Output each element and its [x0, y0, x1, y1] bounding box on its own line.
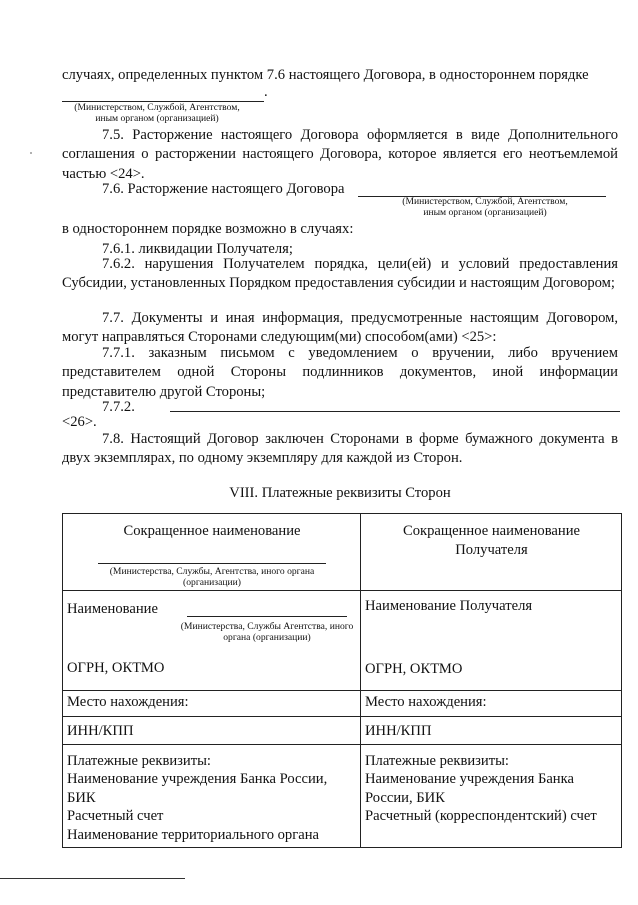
- paragraph-7-8: 7.8. Настоящий Договор заключен Сторонами в форме бумажного документа в двух экземплярах, по одному экземпляру для каждой из Сторон.: [62, 431, 618, 467]
- cell-line: Наименование учреждения Банка России, БИК: [365, 771, 574, 806]
- footnote-label-2: (Министерством, Службой, Агентством, иным органом (организацией): [402, 196, 568, 218]
- continuation-text: случаях, определенных пунктом 7.6 настоящего Договора, в одностороннем порядке: [62, 67, 589, 83]
- requisites-table: [62, 513, 622, 848]
- table-cell-right: [361, 514, 622, 591]
- table-cell-left: [63, 690, 361, 716]
- footnote-label-1: (Министерством, Службой, Агентством, иным органом (организацией): [74, 102, 240, 124]
- cell-extra: ОГРН, ОКТМО: [365, 661, 463, 678]
- cell-blank-line: [98, 563, 326, 564]
- cell-label: Наименование Получателя: [365, 597, 533, 614]
- table-row: [63, 716, 622, 744]
- table-cell-right: [361, 590, 622, 690]
- cell-label: ИНН/КПП: [67, 722, 134, 739]
- paragraph-7-6-1: 7.6.1. ликвидации Получателя;: [102, 241, 293, 257]
- table-cell-right: [361, 744, 622, 847]
- paragraph-7-5: 7.5. Расторжение настоящего Договора оформляется в виде Дополнительного соглашения о расторжении настоящего Договора, которое является его неотъемлемой частью <24>.: [62, 127, 618, 182]
- cell-label: Сокращенное наименование: [123, 523, 301, 539]
- cell-line: Расчетный счет: [67, 808, 164, 825]
- paragraph-7-6-text: 7.6. Расторжение настоящего Договора: [102, 181, 345, 197]
- table-row: [63, 590, 622, 690]
- table-cell-left: [63, 744, 361, 847]
- table-cell-right: [361, 690, 622, 716]
- cell-label: Сокращенное наименование Получателя: [402, 523, 581, 558]
- cell-line: Платежные реквизиты:: [67, 752, 211, 769]
- cell-label: Место нахождения:: [67, 693, 189, 710]
- paragraph-continuation: [62, 66, 618, 85]
- cell-note: (Министерства, Службы Агентства, иного органа (организации): [180, 621, 354, 644]
- table-cell-right: [361, 716, 622, 744]
- table-row: [63, 744, 622, 847]
- cell-line: Расчетный (корреспондентский) счет: [365, 808, 597, 825]
- table-cell-left: [63, 590, 361, 690]
- cell-label: Место нахождения:: [365, 693, 487, 710]
- paragraph-7-7: 7.7. Документы и иная информация, предусмотренные настоящим Договором, могут направляться Сторонами следующим(ми) способом(ами) <25>:: [62, 310, 618, 346]
- scan-dot: [30, 152, 32, 154]
- paragraph-7-6-cont: в одностороннем порядке возможно в случаях:: [62, 221, 354, 237]
- section-title: VIII. Платежные реквизиты Сторон: [229, 485, 451, 501]
- footnote-ref-26: <26>.: [62, 414, 97, 430]
- cell-line: Наименование учреждения Банка России, БИК: [67, 771, 328, 806]
- cell-note: (Министерства, Службы, Агентства, иного органа (организации): [109, 565, 315, 588]
- paragraph-7-7-1: 7.7.1. заказным письмом с уведомлением о вручении, либо вручением представителем одной Стороны подлинников документов, иной информации представителю другой Стороны;: [62, 345, 618, 400]
- cell-extra: ОГРН, ОКТМО: [67, 660, 165, 677]
- cell-blank-line: [187, 616, 347, 617]
- cell-line: Платежные реквизиты:: [365, 752, 509, 769]
- period: .: [264, 84, 268, 100]
- cell-label: Наименование: [67, 600, 158, 617]
- cell-label: ИНН/КПП: [365, 722, 432, 739]
- table-cell-left: [63, 716, 361, 744]
- paragraph-7-6-2: 7.6.2. нарушения Получателем порядка, цели(ей) и условий предоставления Субсидии, установленных Порядком предоставления субсидии и настоящим Договором;: [62, 256, 618, 292]
- table-row: [63, 514, 622, 591]
- blank-line-3: [170, 411, 620, 412]
- bottom-rule: [0, 878, 185, 879]
- cell-line: Наименование территориального органа: [67, 826, 319, 843]
- table-cell-left: [63, 514, 361, 591]
- table-row: [63, 690, 622, 716]
- paragraph-7-7-2: 7.7.2.: [102, 399, 135, 415]
